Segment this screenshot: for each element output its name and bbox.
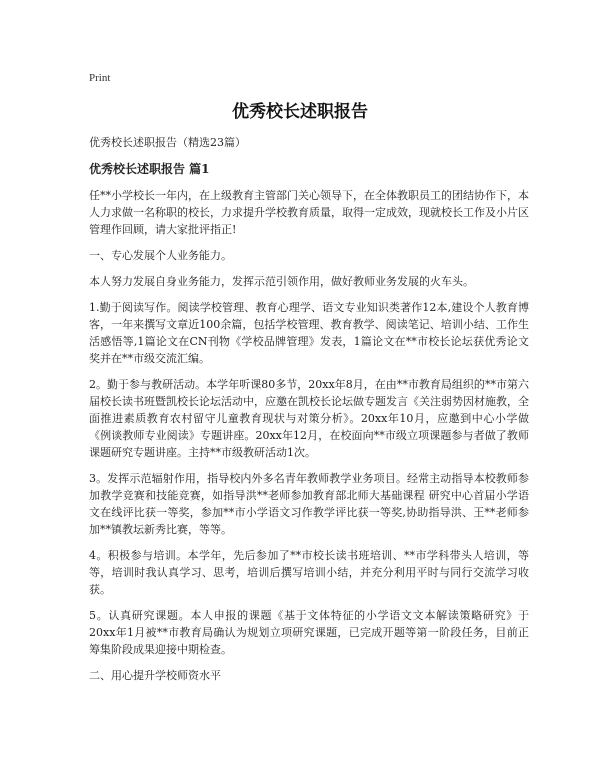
paragraph-overview: 本人努力发展自身业务能力，发挥示范引领作用，做好教师业务发展的火车头。 (89, 275, 474, 288)
paragraph-item-1: 1.勤于阅读写作。阅读学校管理、教育心理学、语文专业知识类著作12本,建设个人教育博客，一年来撰写文章近100余篇，包括学校管理、教育教学、阅读笔记、培训小结、工作生活感悟等,1篇论文在CN刊物《学校品牌管理》发表，1篇论文在**市校长论坛获优秀论文奖并在**市级交流汇编。 (89, 301, 529, 365)
document-body (89, 134, 529, 693)
document-subtitle: 优秀校长述职报告（精选23篇） (89, 136, 246, 149)
paragraph-item-3: 3。发挥示范辐射作用，指导校内外多名青年教师教学业务项目。经常主动指导本校教师参加教学竞赛和技能竞赛，如指导洪**老师参加教育部北师大基础课程 研究中心首届小学语文在线评比获一等奖，参加**市小学语文习作教学评比获一等奖,协助指导洪、王**老师参加**镇教坛新秀比赛，等等。 (89, 472, 529, 536)
print-link[interactable]: Print (89, 72, 111, 84)
page-title: 优秀校长述职报告 (232, 102, 368, 122)
paragraph-item-2: 2。勤于参与教研活动。本学年听课80多节，20xx年8月，在由**市教育局组织的**市第六届校长读书班暨凯校长论坛活动中，应邀在凯校长论坛做专题发言《关注弱势因材施教，全面推进素质教育农村留守儿童教育现状与对策分析》。20xx年10月，应邀到中心小学做《例谈教师专业阅读》专题讲座。20xx年12月，在校面向**市级立项课题参与者做了教师课题研究专题讲座。主持**市级教研活动1次。 (89, 378, 529, 459)
paragraph-heading-1: 一、专心发展个人业务能力。 (89, 249, 232, 262)
paragraph-heading-2: 二、用心提升学校师资水平 (89, 669, 221, 682)
section-heading: 优秀校长述职报告 篇1 (89, 162, 210, 176)
paragraph-intro: 任**小学校长一年内，在上级教育主管部门关心领导下，在全体教职员工的团结协作下，本人力求做一名称职的校长，力求提升学校教育质量，取得一定成效，现就校长工作及小片区管理作回顾，请大家批评指正! (89, 189, 529, 236)
paragraph-item-4: 4。积极参与培训。本学年，先后参加了**市校长读书班培训、**市学科带头人培训，等等，培训时我认真学习、思考，培训后撰写培训小结，并充分利用平时与同行交流学习收获。 (89, 549, 529, 596)
paragraph-item-5: 5。认真研究课题。本人申报的课题《基于文体特征的小学语文文本解读策略研究》于20xx年1月被**市教育局确认为规划立项研究课题，已完成开题等第一阶段任务，目前正筹集阶段成果迎接中期检查。 (89, 609, 529, 656)
